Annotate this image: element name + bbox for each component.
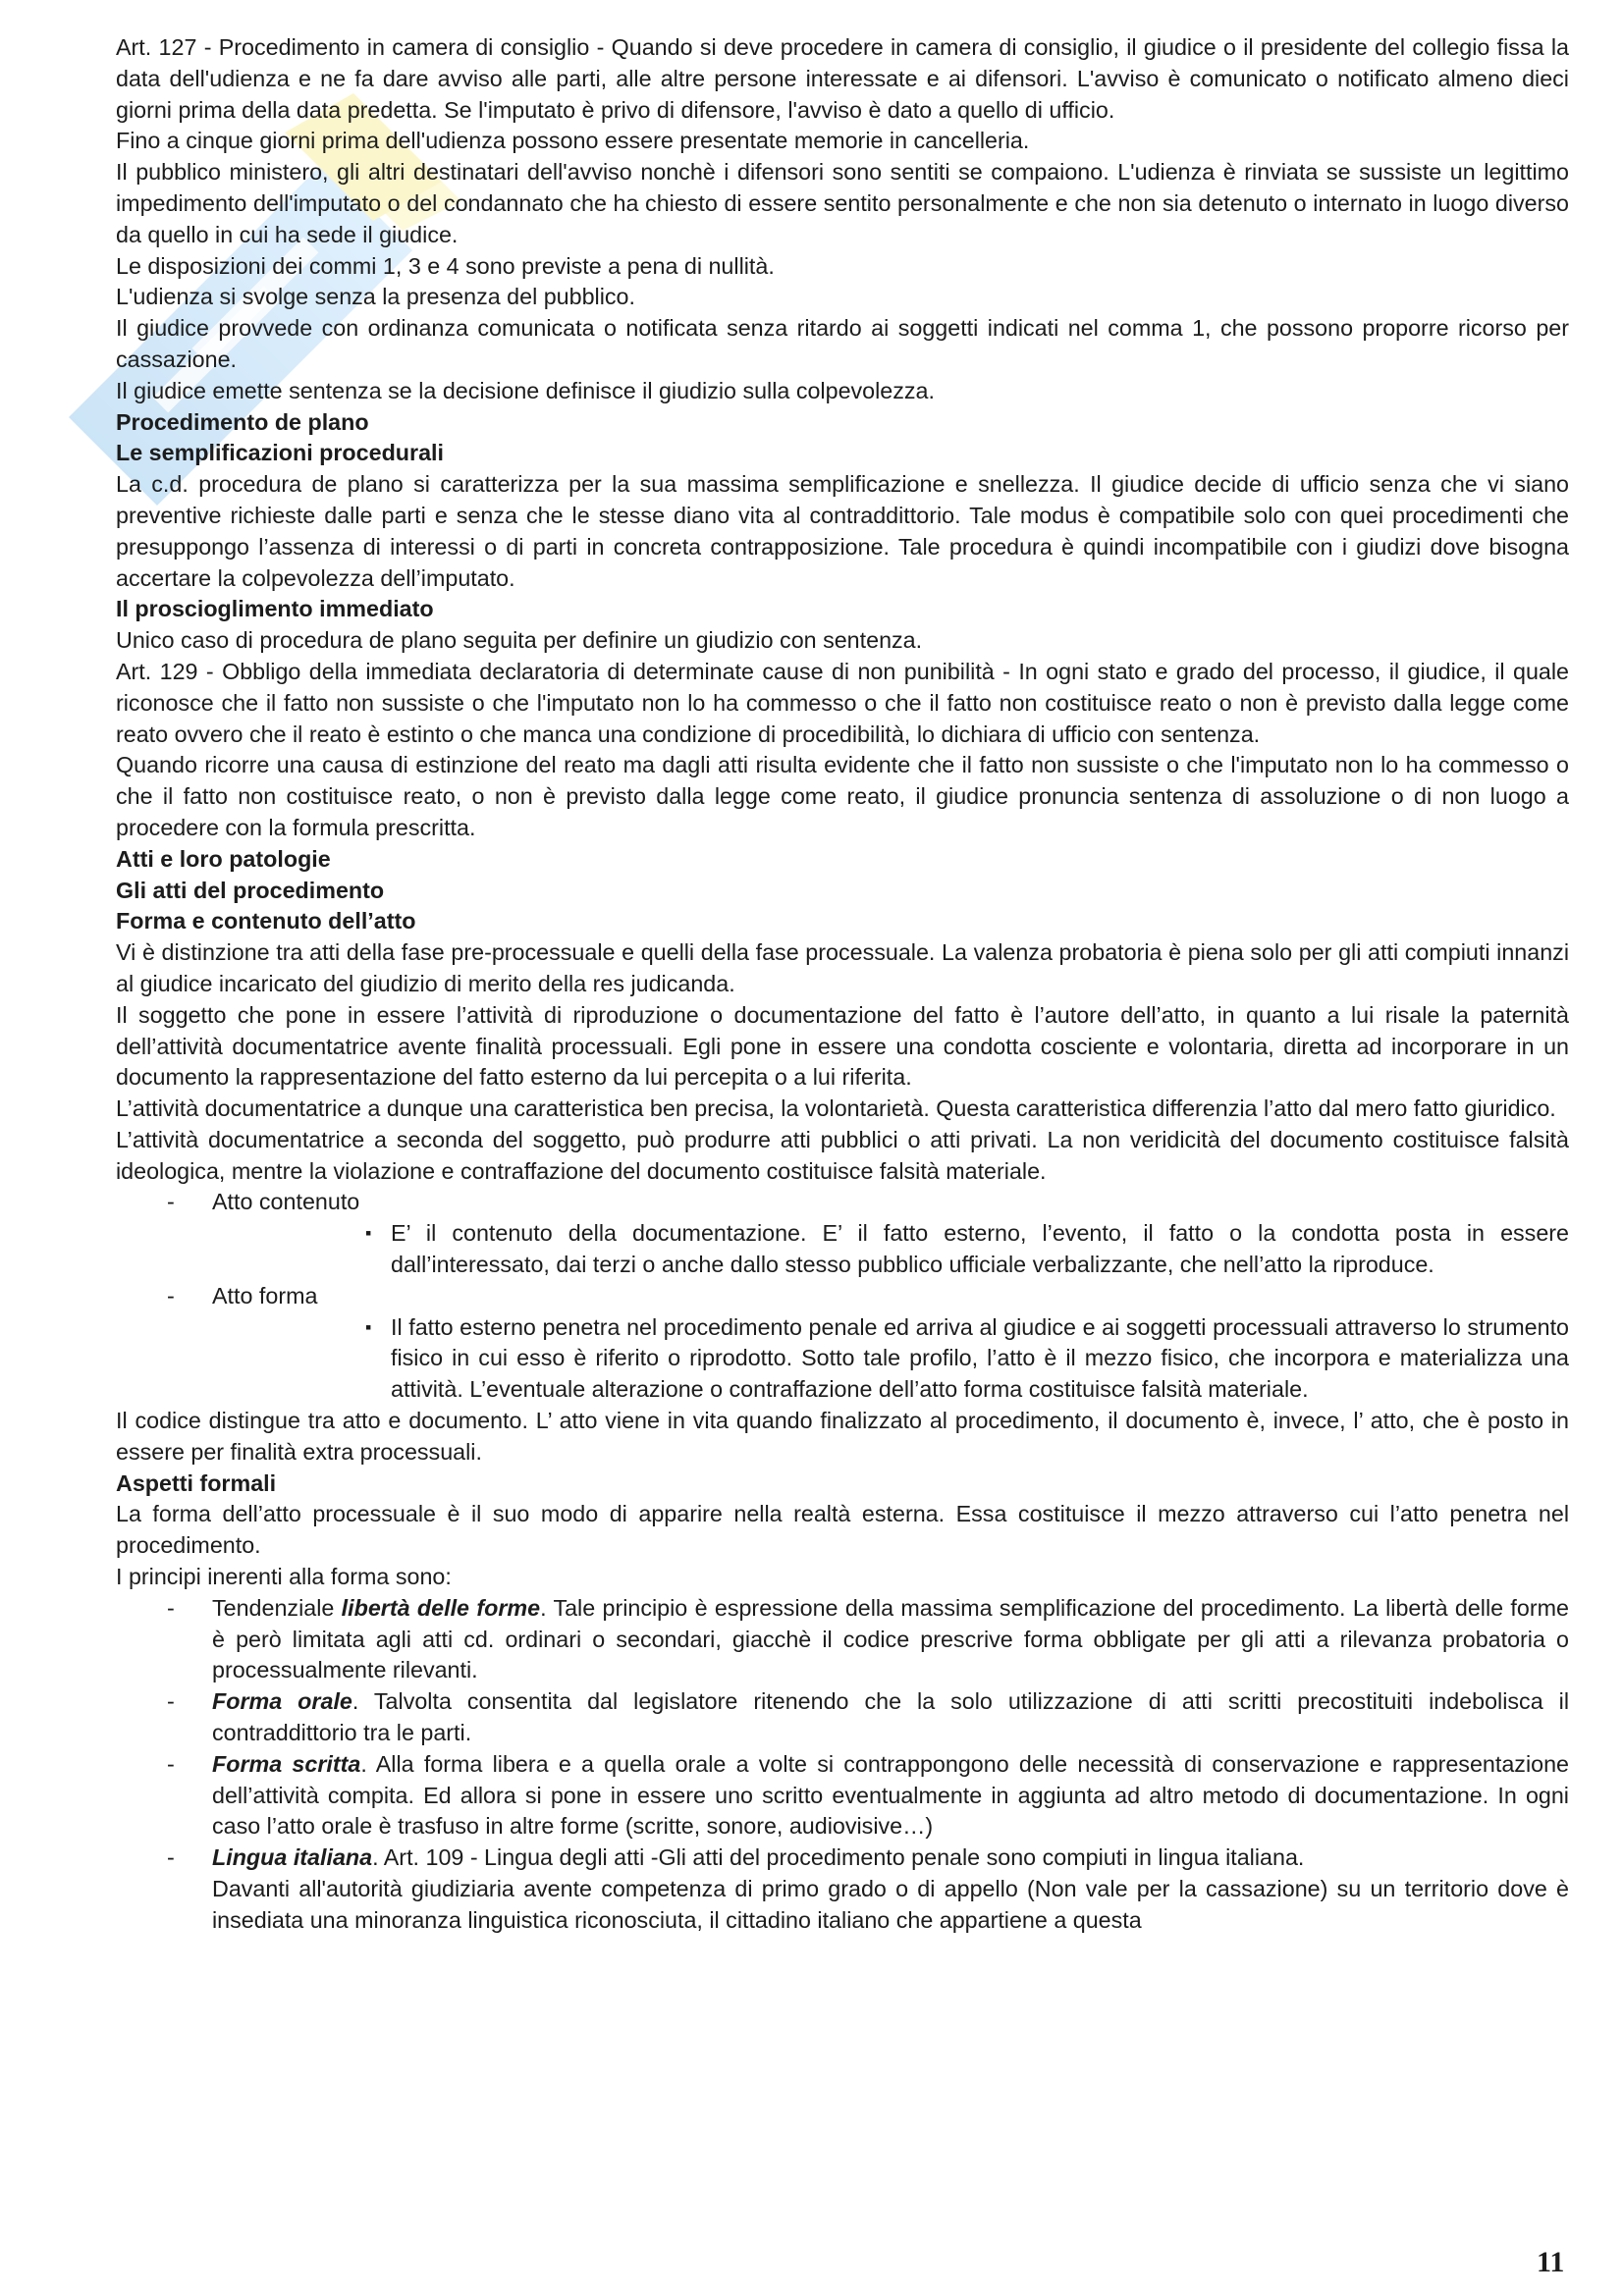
paragraph: Il giudice emette sentenza se la decisione definisce il giudizio sulla colpevolezza. — [116, 377, 935, 403]
page-number: 11 — [1537, 2246, 1565, 2278]
paragraph: La forma dell’atto processuale è il suo modo di apparire nella realtà esterna. Essa costituisce il mezzo attraverso cui l’atto penetra nel procedimento. — [116, 1501, 1569, 1559]
list-item-text: Il fatto esterno penetra nel procedimento penale ed arriva al giudice e ai soggetti processuali attraverso lo strumento fisico in cui esso è riferito o riprodotto. Sotto tale profilo, l’atto è il mezzo fisico, che incorpora e materializza una attività. L’eventuale alterazione o contraffazione dell’atto forma costituisce falsità materiale. — [391, 1313, 1569, 1403]
dash-list-item — [116, 1593, 1569, 1686]
emphasis-term: Forma scritta — [212, 1750, 361, 1777]
list-item-text — [212, 1749, 1569, 1842]
paragraph: Vi è distinzione tra atti della fase pre-processuale e quelli della fase processuale. La valenza probatoria è piena solo per gli atti compiuti innanzi al giudice incaricato del giudizio di merito della res judicanda. — [116, 939, 1569, 996]
list-item-continuation: Davanti all'autorità giudiziaria avente competenza di primo grado o di appello (Non vale per la cassazione) su un territorio dove è insediata una minoranza linguistica riconosciuta, il cittadino italiano che appartiene a questa — [212, 1876, 1569, 1933]
dash-marker: - — [167, 1844, 175, 1871]
list-item-text — [212, 1686, 1569, 1749]
list-item-text — [212, 1842, 1569, 1936]
square-bullet-item — [361, 1312, 1569, 1406]
square-bullet-icon: ▪ — [365, 1223, 372, 1244]
square-bullet-item — [361, 1218, 1569, 1281]
page-content — [116, 32, 1569, 1937]
list-item-body: . Art. 109 - Lingua degli atti -Gli atti del procedimento penale sono compiuti in lingua italiana. — [372, 1844, 1305, 1871]
square-bullet-icon: ▪ — [365, 1316, 372, 1337]
paragraph: L’attività documentatrice a seconda del soggetto, può produrre atti pubblici o atti privati. La non veridicità del documento costituisce falsità ideologica, mentre la violazione e contraffazione del documento costituisce falsità materiale. — [116, 1126, 1569, 1184]
paragraph: Le disposizioni dei commi 1, 3 e 4 sono previste a pena di nullità. — [116, 252, 775, 279]
list-item-text: Atto forma — [212, 1282, 318, 1308]
paragraph: Il pubblico ministero, gli altri destinatari dell'avviso nonchè i difensori sono sentiti se compaiono. L'udienza è rinviata se sussiste un legittimo impedimento dell'imputato o del condannato che ha chiesto di essere sentito personalmente e che non sia detenuto o internato in luogo diverso da quello in cui ha sede il giudice. — [116, 159, 1569, 247]
emphasis-term: Forma orale — [212, 1688, 352, 1715]
section-heading: Procedimento de plano — [116, 408, 369, 435]
dash-marker: - — [167, 1688, 175, 1715]
list-item-text: Atto contenuto — [212, 1189, 360, 1215]
list-item-prefix: Tendenziale — [212, 1594, 342, 1621]
paragraph: La c.d. procedura de plano si caratterizza per la sua massima semplificazione e snellezza. Il giudice decide di ufficio senza che vi siano preventive richieste dalle parti e senza che le stesse diano vita al contraddittorio. Tale modus è compatibile solo con quei procedimenti che presuppongo l’assenza di interessi o di parti in concreta contrapposizione. Tale procedura è quindi incompatibile con i giudizi dove bisogna accertare la colpevolezza dell’imputato. — [116, 471, 1569, 591]
emphasis-term: Lingua italiana — [212, 1844, 373, 1871]
dash-list-item — [116, 1187, 1569, 1218]
dash-marker: - — [167, 1189, 175, 1215]
list-item-body: . Talvolta consentita dal legislatore ritenendo che la solo utilizzazione di atti scritti precostituiti indebolisca il contraddittorio tra le parti. — [212, 1688, 1569, 1746]
list-item-text: E’ il contenuto della documentazione. E’ il fatto esterno, l’evento, il fatto o la condotta posta in essere dall’interessato, dai terzi o anche dallo stesso pubblico ufficiale verbalizzante, che nell’atto la riproduce. — [391, 1220, 1569, 1278]
section-heading: Aspetti formali — [116, 1469, 277, 1496]
section-heading: Atti e loro patologie — [116, 845, 331, 872]
paragraph: I principi inerenti alla forma sono: — [116, 1564, 452, 1590]
paragraph: Il codice distingue tra atto e documento. L’ atto viene in vita quando finalizzato al procedimento, il documento è, invece, l’ atto, che è posto in essere per finalità extra processuali. — [116, 1408, 1569, 1465]
paragraph: L'udienza si svolge senza la presenza del pubblico. — [116, 284, 635, 310]
paragraph: Art. 127 - Procedimento in camera di consiglio - Quando si deve procedere in camera di consiglio, il giudice o il presidente del collegio fissa la data dell'udienza e ne fa dare avviso alle parti, alle altre persone interessate e ai difensori. L'avviso è comunicato o notificato almeno dieci giorni prima della data predetta. Se l'imputato è privo di difensore, l'avviso è dato a quello di ufficio. — [116, 34, 1569, 123]
list-item-body: . Tale principio è espressione della massima semplificazione del procedimento. La libertà delle forme è però limitata agli atti cd. ordinari o secondari, giacchè il codice prescrive forma obbligate per gli atti a rilevanza probatoria o processualmente rilevanti. — [212, 1594, 1569, 1683]
list-item-text — [212, 1593, 1569, 1686]
list-item-body: . Alla forma libera e a quella orale a volte si contrappongono delle necessità di conservazione e rappresentazione dell’attività compita. Ed allora si pone in essere uno scritto eventualmente in aggiunta ad altro metodo di documentazione. In ogni caso l’atto orale è trasfuso in altre forme (scritte, sonore, audiovisive…) — [212, 1750, 1569, 1840]
dash-marker: - — [167, 1282, 175, 1308]
paragraph: Fino a cinque giorni prima dell'udienza possono essere presentate memorie in cancelleria. — [116, 128, 1030, 154]
emphasis-term: libertà delle forme — [341, 1594, 541, 1621]
section-heading: Forma e contenuto dell’atto — [116, 908, 416, 934]
section-heading: Il proscioglimento immediato — [116, 596, 434, 622]
paragraph: L’attività documentatrice a dunque una caratteristica ben precisa, la volontarietà. Questa caratteristica differenzia l’atto dal mero fatto giuridico. — [116, 1095, 1556, 1122]
paragraph: Il soggetto che pone in essere l’attività di riproduzione o documentazione del fatto è l’autore dell’atto, in quanto a lui risale la paternità dell’attività documentatrice avente finalità processuali. Egli pone in essere una condotta cosciente e volontaria, diretta ad incorporare in un documento la rappresentazione del fatto esterno da lui percepita o a lui riferita. — [116, 1001, 1569, 1091]
dash-marker: - — [167, 1594, 175, 1621]
dash-list-item — [116, 1749, 1569, 1842]
section-heading: Gli atti del procedimento — [116, 877, 385, 903]
paragraph: Unico caso di procedura de plano seguita per definire un giudizio con sentenza. — [116, 627, 923, 654]
paragraph: Quando ricorre una causa di estinzione del reato ma dagli atti risulta evidente che il fatto non sussiste o che l'imputato non lo ha commesso o che il fatto non costituisce reato, o non è previsto dalla legge come reato, il giudice pronuncia sentenza di assoluzione o di non luogo a procedere con la formula prescritta. — [116, 752, 1569, 840]
dash-list-item — [116, 1686, 1569, 1749]
paragraph: Art. 129 - Obbligo della immediata declaratoria di determinate cause di non punibilità - In ogni stato e grado del processo, il giudice, il quale riconosce che il fatto non sussiste o che l'imputato non lo ha commesso o che il fatto non costituisce reato o non è previsto dalla legge come reato ovvero che il reato è estinto o che manca una condizione di procedibilità, lo dichiara di ufficio con sentenza. — [116, 658, 1569, 747]
dash-list-item — [116, 1842, 1569, 1936]
paragraph: Il giudice provvede con ordinanza comunicata o notificata senza ritardo ai soggetti indicati nel comma 1, che possono proporre ricorso per cassazione. — [116, 315, 1569, 372]
section-heading: Le semplificazioni procedurali — [116, 440, 445, 466]
dash-marker: - — [167, 1750, 175, 1777]
dash-list-item — [116, 1281, 1569, 1312]
